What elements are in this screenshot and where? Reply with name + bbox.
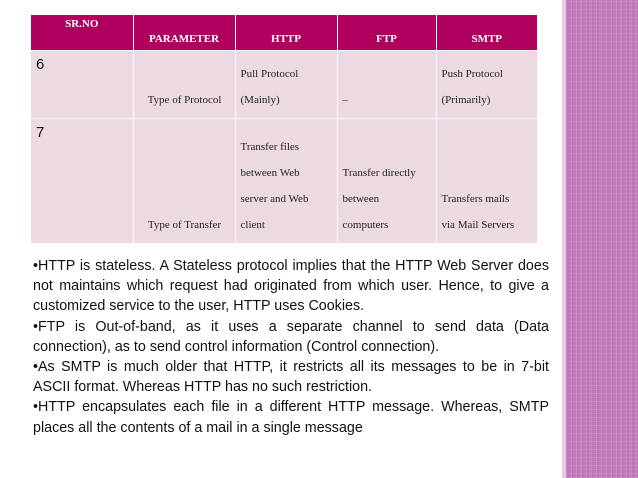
header-srno: SR.NO — [31, 15, 133, 50]
cell-text: between Web — [240, 167, 300, 179]
http-cell — [235, 50, 337, 118]
parameter-cell — [133, 118, 235, 243]
cell-text: Type of Protocol — [147, 93, 222, 106]
cell-text: (Primarily) — [441, 93, 491, 106]
header-http: HTTP — [235, 15, 337, 50]
cell-text: computers — [342, 219, 389, 231]
ftp-cell — [337, 118, 436, 243]
cell-text: – — [342, 93, 348, 106]
smtp-cell — [436, 50, 537, 118]
table-row — [31, 118, 537, 243]
header-smtp: SMTP — [436, 15, 537, 50]
cell-text: Transfer directly — [342, 167, 416, 179]
notes-list — [33, 256, 549, 438]
smtp-cell — [436, 118, 537, 243]
row-number: 6 — [31, 50, 133, 118]
table-header-row — [31, 15, 537, 50]
cell-text: Push Protocol — [441, 67, 503, 80]
row-number: 7 — [31, 118, 133, 243]
cell-text: client — [240, 219, 265, 231]
header-parameter: PARAMETER — [133, 15, 235, 50]
cell-text: Transfer files — [240, 141, 300, 153]
decorative-side-bar — [566, 0, 638, 478]
parameter-cell — [133, 50, 235, 118]
http-cell — [235, 118, 337, 243]
table-row — [31, 50, 537, 118]
cell-text: Pull Protocol — [240, 67, 299, 80]
cell-text: Type of Transfer — [147, 219, 222, 231]
note-ascii: •As SMTP is much older that HTTP, it restricts all its messages to be in 7-bit ASCII format. Whereas HTTP has no such restriction. — [33, 359, 549, 396]
ftp-cell — [337, 50, 436, 118]
cell-text: between — [342, 193, 380, 205]
cell-text: Transfers mails — [441, 193, 510, 205]
note-encapsulation: •HTTP encapsulates each file in a different HTTP message. Whereas, SMTP places all the contents of a mail in a single message — [33, 399, 549, 436]
note-stateless: •HTTP is stateless. A Stateless protocol implies that the HTTP Web Server does not maintains which request had originated from which user. Hence, to give a customized service to the user, HTTP uses Cookies. — [33, 258, 549, 315]
note-out-of-band: •FTP is Out-of-band, as it uses a separate channel to send data (Data connection), as to send control information (Control connection). — [33, 318, 549, 355]
header-ftp: FTP — [337, 15, 436, 50]
cell-text: server and Web — [240, 193, 309, 205]
cell-text: (Mainly) — [240, 93, 280, 106]
cell-text: via Mail Servers — [441, 219, 515, 231]
protocol-comparison-table — [31, 15, 537, 243]
